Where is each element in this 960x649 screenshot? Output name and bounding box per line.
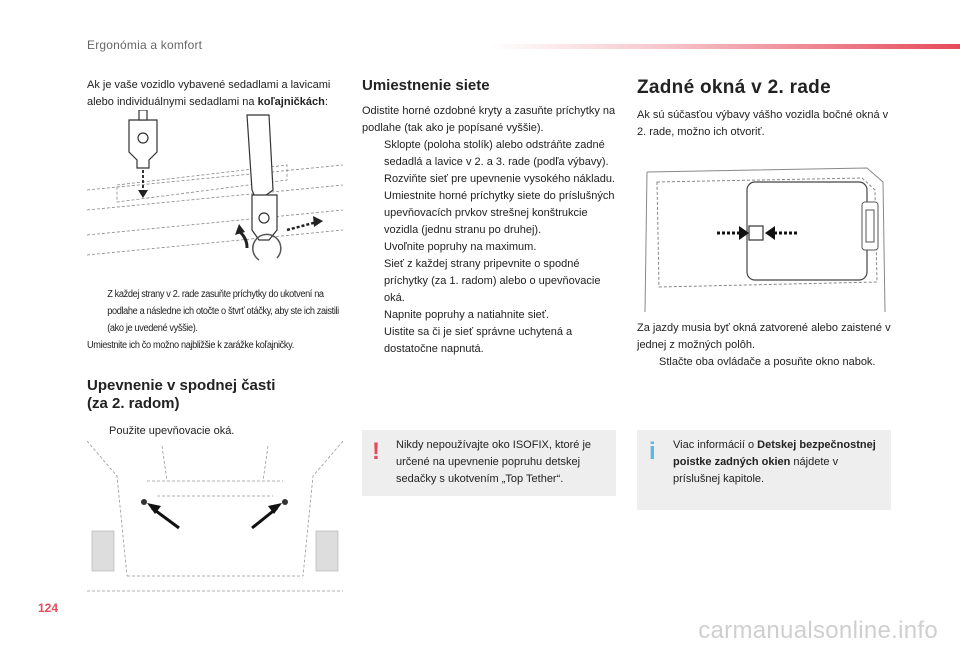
- middle-bullet-text: Sieť z každej strany pripevnite o spodné príchytky (za 1. radom) alebo o upevňovacie oká.: [384, 258, 601, 304]
- bullet-marker: [362, 256, 384, 307]
- warning-text: Nikdy nepoužívajte oko ISOFIX, ktoré je určené na upevnenie popruhu detskej sedačky s ukotvením „Top Tether“.: [396, 439, 592, 485]
- info-box: [637, 430, 891, 510]
- middle-bullet-text: Rozviňte sieť pre upevnenie vysokého nákladu.: [384, 173, 615, 185]
- middle-bullet-text: Sklopte (poloha stolík) alebo odstráňte zadné sedadlá a lavice v 2. a 3. rade (podľa výbavy).: [384, 139, 609, 168]
- right-title: Zadné okná v 2. rade: [637, 77, 831, 98]
- right-bullet: Stlačte oba ovládače a posuňte okno nabok.: [659, 356, 876, 368]
- bullet-marker: [362, 171, 384, 188]
- info-bold: Detskej bezpečnostnej poistke zadných okien: [673, 439, 876, 468]
- middle-bullet-item: [362, 256, 624, 307]
- middle-bullet-item: [362, 307, 624, 324]
- bullet-marker: [362, 137, 384, 171]
- middle-bullet-item: [362, 239, 624, 256]
- warning-box: [362, 430, 616, 496]
- floor-anchor-illustration: [87, 110, 343, 280]
- left-step: Z každej strany v 2. rade zasuňte príchytky do ukotvení na podlahe a následne ich otočte o štvrť otáčky, aby ste ich zaistili (ako je uvedené vyššie).: [87, 286, 345, 337]
- bullet-marker: [362, 307, 384, 324]
- middle-bullet-item: [362, 324, 624, 358]
- cargo-area-illustration: [87, 436, 343, 596]
- lower-fixing-section: [87, 377, 347, 440]
- left-note: Umiestnite ich čo možno najbližšie k zarážke koľajničky.: [87, 340, 294, 351]
- header-accent-line: [490, 44, 960, 49]
- bullet-marker: [362, 324, 384, 358]
- middle-bullet-text: Uvoľnite popruhy na maximum.: [384, 241, 537, 253]
- left-column: [87, 77, 345, 111]
- right-safety-text: Za jazdy musia byť okná zatvorené alebo zaistené v jednej z možných polôh.: [637, 322, 891, 351]
- middle-bullet-item: [362, 188, 624, 239]
- middle-bullet-item: [362, 171, 624, 188]
- middle-column: [362, 77, 624, 358]
- left-step-block: [87, 286, 347, 354]
- bullet-marker: [362, 239, 384, 256]
- middle-bullet-list: [362, 137, 624, 358]
- bullet-marker: [87, 286, 107, 337]
- middle-intro: Odistite horné ozdobné kryty a zasuňte príchytky na podlahe (tak ako je popísané vyššie).: [362, 105, 616, 134]
- left-intro-bold: koľajničkách: [257, 96, 325, 108]
- left-intro: Ak je vaše vozidlo vybavené sedadlami a lavicami alebo individuálnymi sedadlami na koľajničkách:: [87, 79, 331, 108]
- rear-window-illustration: [637, 162, 893, 312]
- lower-fixing-bullet: Použite upevňovacie oká.: [109, 425, 235, 437]
- page-number: 124: [38, 601, 59, 615]
- warning-icon: !: [372, 438, 380, 465]
- bullet-marker: [362, 188, 384, 239]
- info-icon: i: [649, 438, 656, 465]
- middle-bullet-text: Uistite sa či je sieť správne uchytená a dostatočne napnutá.: [384, 326, 573, 355]
- header-title: Ergonómia a komfort: [87, 38, 203, 52]
- middle-bullet-text: Napnite popruhy a natiahnite sieť.: [384, 309, 549, 321]
- right-lower-text: [637, 320, 897, 371]
- clip-part: [129, 110, 157, 168]
- watermark: carmanualsonline.info: [698, 617, 938, 644]
- middle-bullet-text: Umiestnite horné príchytky siete do príslušných upevňovacích prvkov strešnej konštrukcie vozidla (jednu stranu po druhej).: [384, 190, 615, 236]
- middle-bullet-item: [362, 137, 624, 171]
- section-title: Upevnenie v spodnej časti (za 2. radom): [87, 377, 276, 412]
- middle-title: Umiestnenie siete: [362, 77, 490, 94]
- info-text: Viac informácií o Detskej bezpečnostnej poistke zadných okien nájdete v príslušnej kapitole.: [673, 439, 876, 485]
- right-column: [637, 77, 897, 141]
- right-intro: Ak sú súčasťou výbavy vášho vozidla bočné okná v 2. rade, možno ich otvoriť.: [637, 109, 889, 138]
